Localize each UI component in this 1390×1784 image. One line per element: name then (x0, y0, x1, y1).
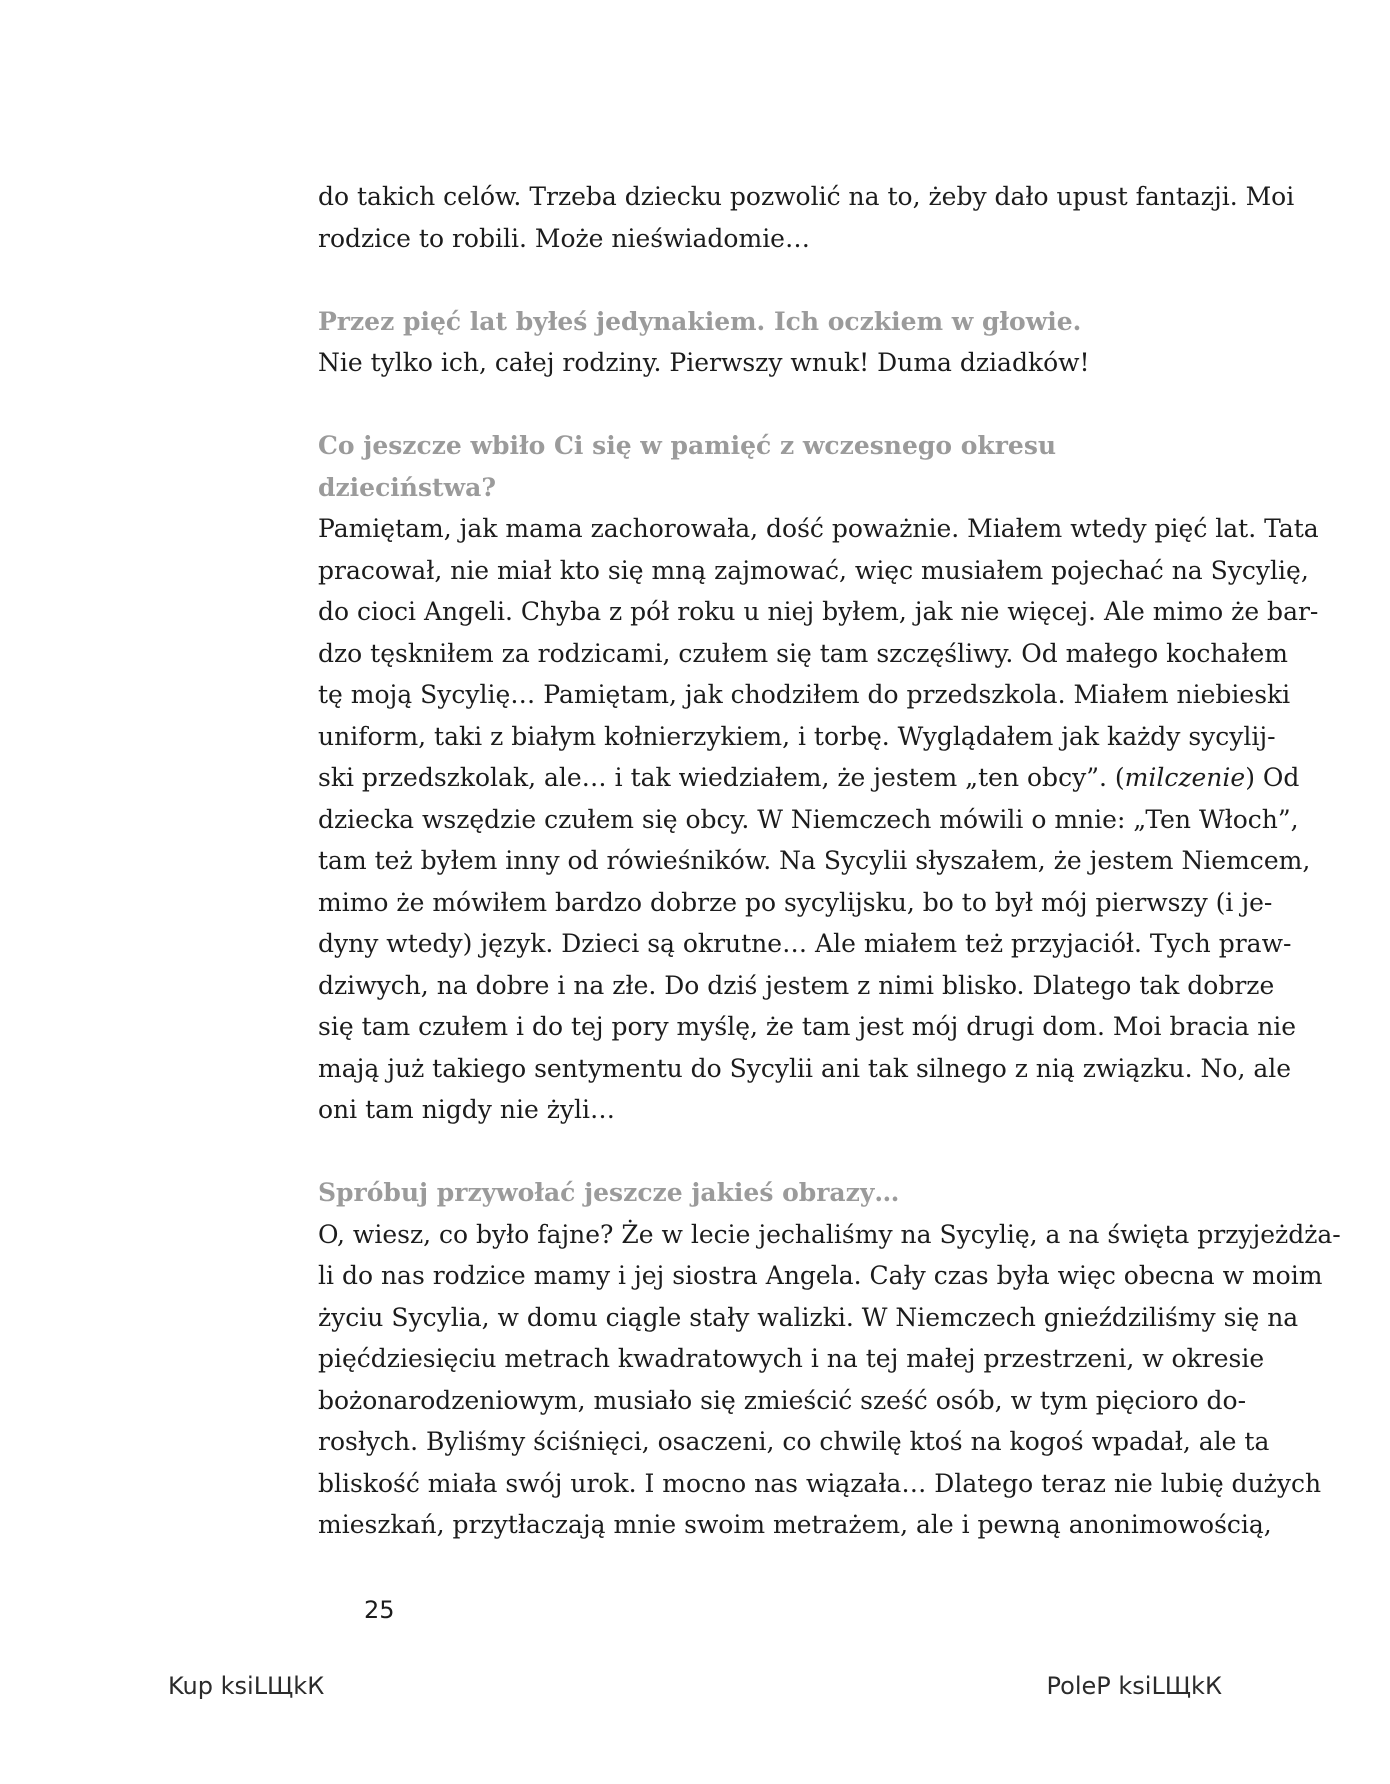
text-line: uniform, taki z białym kołnierzykiem, i torbę. Wyglądałem jak każdy sycylij- (318, 721, 1276, 751)
text-line: do takich celów. Trzeba dziecku pozwolić na to, żeby dało upust fantazji. Moi (318, 182, 1295, 211)
page-number: 25 (364, 1596, 395, 1624)
text-line: tam też byłem inny od rówieśników. Na Sycylii słyszałem, że jestem Niemcem, (318, 846, 1311, 875)
interview-question: Co jeszcze wbiło Ci się w pamięć z wczesnego okresu dzieciństwa? (318, 431, 1057, 502)
text-line: się tam czułem i do tej pory myślę, że tam jest mój drugi dom. Moi bracia nie (318, 1012, 1297, 1041)
text-line (318, 757, 1300, 799)
text-line: dyny wtedy) język. Dzieci są okrutne… Ale miałem też przyjaciół. Tych praw- (318, 929, 1292, 958)
text-line: mają już takiego sentymentu do Sycylii ani tak silnego z nią związku. No, ale (318, 1053, 1292, 1083)
interview-question: Przez pięć lat byłeś jedynakiem. Ich oczkiem w głowie. (318, 306, 1082, 336)
text-line: mieszkań, przytłaczają mnie swoim metrażem, ale i pewną anonimowością, (318, 1510, 1272, 1539)
text-line: bliskość miała swój urok. I mocno nas wiązała… Dlatego teraz nie lubię dużych (318, 1468, 1322, 1498)
text-line: dzo tęskniłem za rodzicami, czułem się tam szczęśliwy. Od małego kochałem (318, 638, 1288, 668)
text-segment: ski przedszkolak, ale… i tak wiedziałem, że jestem „ten obcy”. ( (318, 763, 1125, 792)
text-line: li do nas rodzice mamy i jej siostra Angela. Cały czas była więc obecna w moim (318, 1261, 1323, 1290)
text-line: mimo że mówiłem bardzo dobrze po sycylijsku, bo to był mój pierwszy (i je- (318, 887, 1273, 917)
interview-answer (318, 508, 1319, 1131)
interview-answer (318, 1214, 1341, 1546)
text-segment: ) Od (1245, 763, 1300, 792)
text-line: pracował, nie miał kto się mną zajmować, więc musiałem pojechać na Sycylię, (318, 555, 1309, 585)
text-line: dziecka wszędzie czułem się obcy. W Niemczech mówili o mnie: „Ten Włoch”, (318, 804, 1299, 834)
text-line: pięćdziesięciu metrach kwadratowych i na tej małej przestrzeni, w okresie (318, 1344, 1265, 1373)
buy-book-link[interactable]: Kup ksiLЩkК (168, 1672, 325, 1700)
text-line: Nie tylko ich, całej rodziny. Pierwszy wnuk! Duma dziadków! (318, 348, 1090, 377)
text-line: dziwych, na dobre i na złe. Do dziś jestem z nimi blisko. Dlatego tak dobrze (318, 970, 1275, 1000)
opening-paragraph (318, 176, 1295, 259)
text-block (318, 176, 1341, 1546)
text-line: Pamiętam, jak mama zachorowała, dość poważnie. Miałem wtedy pięć lat. Tata (318, 514, 1319, 543)
text-line: oni tam nigdy nie żyli… (318, 1095, 615, 1124)
text-line: bożonarodzeniowym, musiało się zmieścić sześć osób, w tym pięcioro do- (318, 1385, 1247, 1415)
italic-stage-direction: milczenie (1124, 763, 1246, 792)
interview-question: Spróbuj przywołać jeszcze jakieś obrazy… (318, 1178, 900, 1207)
text-line: do cioci Angeli. Chyba z pół roku u niej byłem, jak nie więcej. Ale mimo że bar- (318, 597, 1319, 626)
text-line: rodzice to robili. Może nieświadomie… (318, 223, 810, 253)
text-line: O, wiesz, co było fajne? Że w lecie jechaliśmy na Sycylię, a na święta przyjeżdża- (318, 1219, 1341, 1249)
text-line: rosłych. Byliśmy ściśnięci, osaczeni, co chwilę ktoś na kogoś wpadał, ale ta (318, 1427, 1270, 1456)
recommend-book-link[interactable]: PoleР ksiLЩkК (1046, 1672, 1222, 1700)
text-line: życiu Sycylia, w domu ciągle stały walizki. W Niemczech gnieździliśmy się na (318, 1302, 1299, 1332)
text-line: tę moją Sycylię… Pamiętam, jak chodziłem do przedszkola. Miałem niebieski (318, 680, 1291, 709)
interview-answer (318, 342, 1176, 384)
